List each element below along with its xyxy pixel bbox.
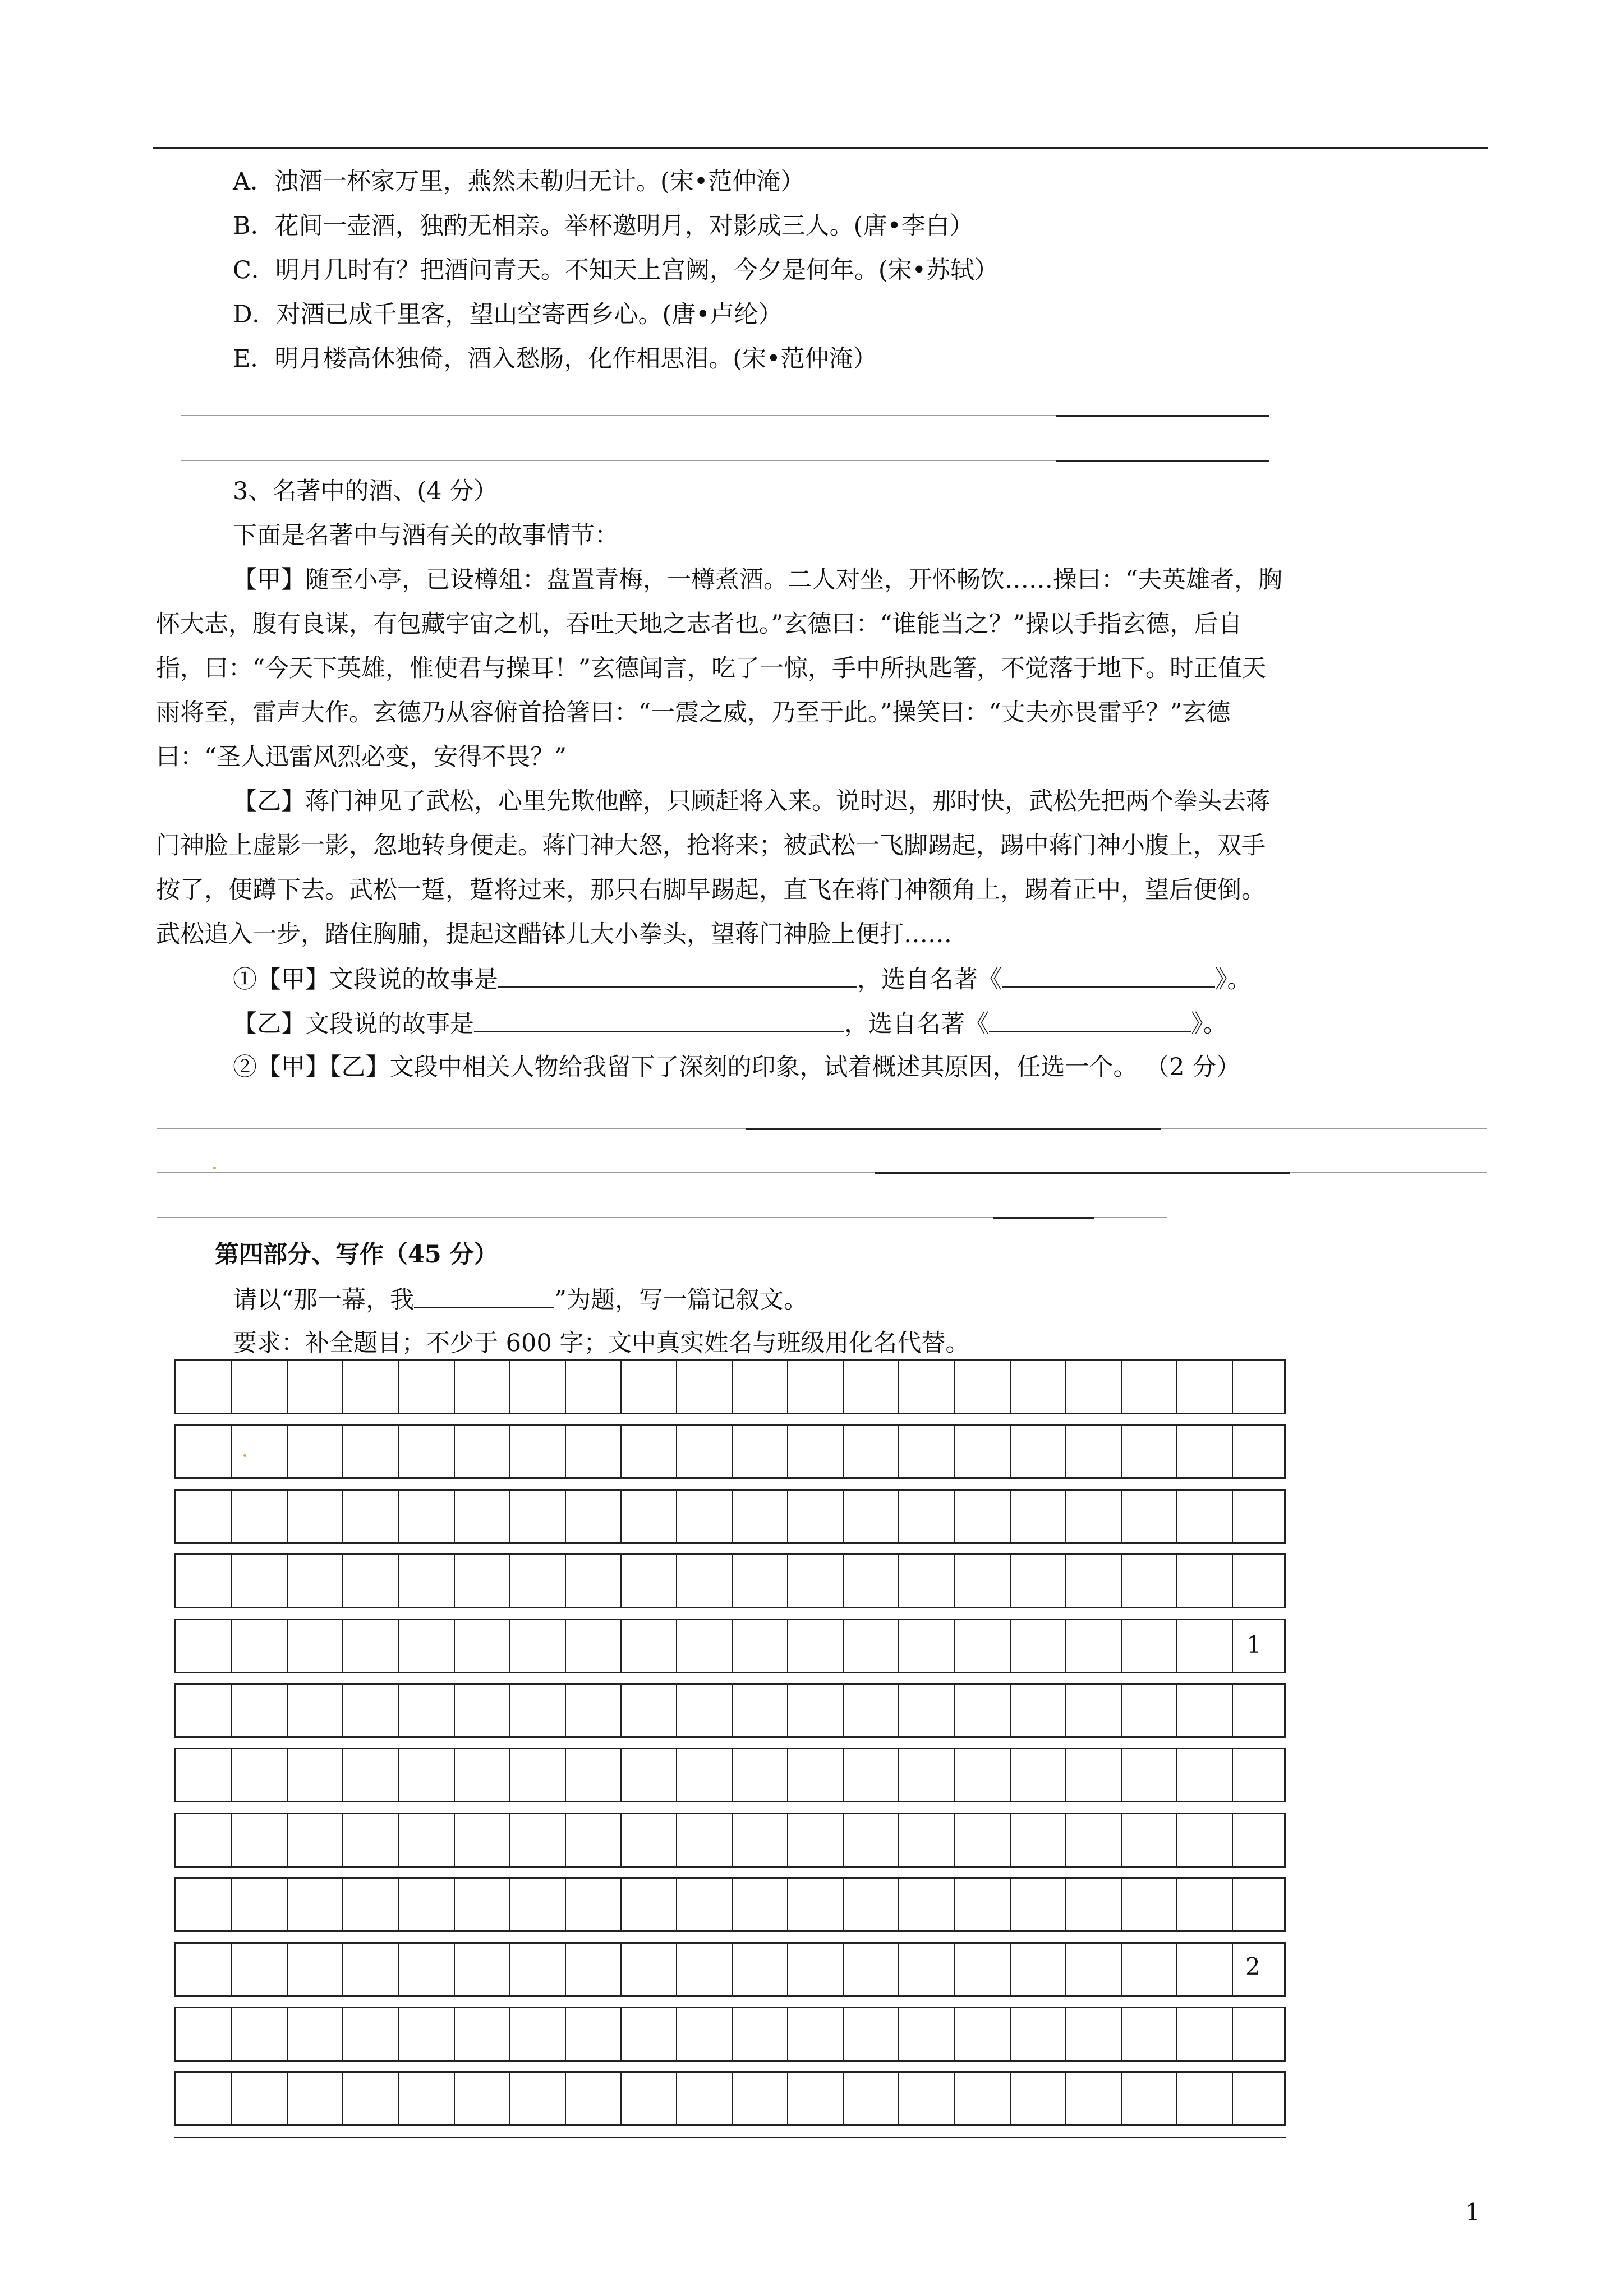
grid-cell-divider	[732, 1814, 733, 1866]
grid-cell-divider	[676, 1361, 677, 1413]
answer-line[interactable]	[181, 415, 1056, 416]
grid-cell-divider	[732, 2073, 733, 2124]
question-1-yi-mid: ，选自名著《	[844, 1010, 989, 1038]
title-blank[interactable]	[414, 1282, 554, 1308]
grid-cell-divider	[1065, 1555, 1066, 1607]
grid-cell-divider	[1176, 1555, 1177, 1607]
grid-cell-divider	[342, 1814, 343, 1866]
grid-cell-divider	[898, 1491, 899, 1542]
passage-jia-line: 雨将至，雷声大作。玄德乃从容俯首拾箸曰：“一震之威，乃至于此。”操笑曰：“丈夫亦畏雷乎？”玄德	[156, 699, 1231, 727]
grid-cell-divider	[676, 2073, 677, 2124]
grid-cell-divider	[1232, 1944, 1233, 1995]
grid-cell-divider	[1010, 1749, 1011, 1801]
grid-cell-divider	[454, 1944, 455, 1995]
grid-cell-divider	[954, 1426, 955, 1477]
grid-cell-divider	[1010, 1491, 1011, 1542]
grid-cell-divider	[898, 1685, 899, 1736]
grid-cell-divider	[676, 1814, 677, 1866]
grid-cell-divider	[843, 1620, 844, 1672]
grid-cell-divider	[287, 1426, 288, 1477]
grid-cell-divider	[1176, 1879, 1177, 1930]
grid-cell-divider	[1176, 1944, 1177, 1995]
grid-cell-divider	[231, 1620, 232, 1672]
grid-cell-divider	[565, 1879, 566, 1930]
grid-cell-divider	[509, 1685, 510, 1736]
grid-cell-divider	[398, 1555, 399, 1607]
grid-cell-divider	[732, 1879, 733, 1930]
grid-cell-divider	[231, 1491, 232, 1542]
grid-cell-divider	[565, 1426, 566, 1477]
grid-cell-divider	[509, 1620, 510, 1672]
grid-cell-divider	[1010, 1620, 1011, 1672]
grid-cell-divider	[954, 1944, 955, 1995]
grid-cell-divider	[454, 1685, 455, 1736]
grid-cell-divider	[231, 1426, 232, 1477]
answer-line[interactable]	[181, 460, 1056, 461]
grid-cell-divider	[287, 1361, 288, 1413]
grid-cell-divider	[342, 1555, 343, 1607]
grid-cell-divider	[398, 1944, 399, 1995]
grid-cell-divider	[342, 2008, 343, 2060]
grid-cell-divider	[1065, 1685, 1066, 1736]
grid-cell-divider	[1121, 1944, 1122, 1995]
passage-yi-line: 门神脸上虚影一影，忽地转身便走。蒋门神大怒，抢将来；被武松一飞脚踢起，踢中蒋门神小腹上，双手	[156, 832, 1266, 860]
grid-cell-divider	[565, 2008, 566, 2060]
grid-cell-divider	[398, 1491, 399, 1542]
book-name-blank-jia[interactable]	[1002, 962, 1215, 988]
grid-cell-divider	[1065, 1879, 1066, 1930]
grid-cell-divider	[787, 1491, 788, 1542]
grid-cell-divider	[398, 1361, 399, 1413]
question-1-jia	[233, 962, 1252, 997]
grid-cell-divider	[676, 2008, 677, 2060]
grid-cell-divider	[1065, 2073, 1066, 2124]
grid-cell-divider	[1232, 1426, 1233, 1477]
grid-cell-divider	[676, 1491, 677, 1542]
grid-cell-divider	[1065, 1491, 1066, 1542]
grid-cell-divider	[231, 1944, 232, 1995]
grid-cell-divider	[787, 1361, 788, 1413]
grid-cell-divider	[287, 1749, 288, 1801]
grid-cell-divider	[1176, 1426, 1177, 1477]
grid-row[interactable]	[174, 1553, 1286, 1608]
grid-cell-divider	[509, 1555, 510, 1607]
grid-cell-divider	[732, 1944, 733, 1995]
grid-cell-divider	[843, 1685, 844, 1736]
passage-jia-line: 【甲】随至小亭，已设樽俎：盘置青梅，一樽煮酒。二人对坐，开怀畅饮……操曰：“夫英雄者，胸	[233, 566, 1282, 594]
grid-cell-divider	[454, 1491, 455, 1542]
grid-cell-divider	[454, 1361, 455, 1413]
grid-cell-divider	[954, 1749, 955, 1801]
grid-cell-divider	[565, 1685, 566, 1736]
grid-cell-divider	[1232, 1814, 1233, 1866]
grid-cell-divider	[565, 1944, 566, 1995]
grid-cell-divider	[787, 2073, 788, 2124]
grid-cell-divider	[454, 2073, 455, 2124]
page-number: 1	[1465, 2198, 1480, 2226]
grid-cell-divider	[1121, 1620, 1122, 1672]
answer-line[interactable]	[1094, 1217, 1167, 1218]
grid-cell-divider	[620, 1944, 622, 1995]
answer-line-segment	[1056, 415, 1269, 417]
grid-cell-divider	[231, 1555, 232, 1607]
grid-cell-divider	[1232, 1685, 1233, 1736]
story-name-blank-yi[interactable]	[474, 1006, 844, 1032]
grid-cell-divider	[787, 1685, 788, 1736]
grid-cell-divider	[1065, 1944, 1066, 1995]
grid-cell-divider	[509, 2008, 510, 2060]
grid-cell-divider	[1232, 1749, 1233, 1801]
header-rule	[153, 147, 1488, 149]
grid-cell-divider	[787, 1944, 788, 1995]
grid-cell-divider	[843, 1491, 844, 1542]
grid-cell-divider	[454, 1620, 455, 1672]
grid-cell-divider	[342, 1944, 343, 1995]
grid-cell-divider	[954, 2073, 955, 2124]
grid-cell-divider	[509, 1426, 510, 1477]
answer-line[interactable]	[157, 1128, 746, 1129]
section-3-intro: 下面是名著中与酒有关的故事情节：	[233, 522, 619, 550]
question-1-yi-prefix: 【乙】文段说的故事是	[233, 1010, 474, 1038]
grid-cell-divider	[1232, 2073, 1233, 2124]
poem-option-e: E．明月楼高休独倚，酒入愁肠，化作相思泪。(宋•范仲淹）	[233, 345, 877, 373]
grid-cell-divider	[732, 1620, 733, 1672]
passage-jia-line: 指，曰：“今天下英雄，惟使君与操耳！”玄德闻言，吃了一惊，手中所执匙箸，不觉落于地下。时正值天	[156, 654, 1266, 683]
grid-cell-divider	[509, 1944, 510, 1995]
grid-cell-divider	[620, 1361, 622, 1413]
grid-cell-divider	[1010, 2008, 1011, 2060]
grid-cell-divider	[1232, 1879, 1233, 1930]
grid-cell-divider	[1010, 2073, 1011, 2124]
grid-cell-divider	[1010, 1685, 1011, 1736]
grid-cell-divider	[676, 1879, 677, 1930]
grid-cell-divider	[398, 1685, 399, 1736]
grid-row-marker-2: 2	[1245, 1953, 1260, 1980]
grid-cell-divider	[898, 1879, 899, 1930]
grid-cell-divider	[1232, 2008, 1233, 2060]
grid-cell-divider	[1121, 1814, 1122, 1866]
grid-row[interactable]	[174, 1748, 1286, 1802]
grid-cell-divider	[898, 1620, 899, 1672]
grid-row[interactable]	[174, 1877, 1286, 1932]
grid-cell-divider	[620, 1491, 622, 1542]
grid-cell-divider	[1232, 1491, 1233, 1542]
grid-cell-divider	[398, 2008, 399, 2060]
grid-cell-divider	[565, 1814, 566, 1866]
grid-cell-divider	[620, 1620, 622, 1672]
grid-cell-divider	[954, 2008, 955, 2060]
grid-cell-divider	[954, 1879, 955, 1930]
ink-speck	[213, 1167, 216, 1169]
question-1-jia-mid: ，选自名著《	[857, 966, 1002, 994]
answer-line-segment	[875, 1172, 1290, 1174]
grid-cell-divider	[1121, 1426, 1122, 1477]
passage-yi-line: 【乙】蒋门神见了武松，心里先欺他醉，只顾赶将入来。说时迟，那时快，武松先把两个拳头去蒋	[233, 787, 1270, 815]
writing-section-title: 第四部分、写作（45 分）	[215, 1241, 498, 1269]
grid-cell-divider	[898, 1426, 899, 1477]
grid-row-marker-1: 1	[1246, 1631, 1262, 1658]
grid-cell-divider	[954, 1491, 955, 1542]
grid-row[interactable]	[174, 1489, 1286, 1544]
grid-cell-divider	[509, 1749, 510, 1801]
grid-cell-divider	[231, 1361, 232, 1413]
grid-cell-divider	[620, 1814, 622, 1866]
question-1-yi	[233, 1006, 1227, 1041]
grid-cell-divider	[342, 1879, 343, 1930]
grid-cell-divider	[1232, 1361, 1233, 1413]
grid-cell-divider	[954, 1685, 955, 1736]
answer-line-segment	[1056, 460, 1269, 462]
grid-cell-divider	[454, 1426, 455, 1477]
grid-cell-divider	[843, 1749, 844, 1801]
grid-cell-divider	[398, 1749, 399, 1801]
grid-cell-divider	[954, 1620, 955, 1672]
grid-cell-divider	[620, 1685, 622, 1736]
grid-cell-divider	[1121, 1491, 1122, 1542]
passage-yi-line: 武松追入一步，踏住胸脯，提起这醋钵儿大小拳头，望蒋门神脸上便打……	[156, 920, 952, 948]
grid-cell-divider	[620, 1555, 622, 1607]
grid-cell-divider	[565, 1620, 566, 1672]
grid-row[interactable]	[174, 2071, 1286, 2126]
grid-cell-divider	[1121, 1361, 1122, 1413]
grid-cell-divider	[1121, 1555, 1122, 1607]
grid-cell-divider	[898, 1361, 899, 1413]
grid-row[interactable]	[174, 1813, 1286, 1868]
grid-cell-divider	[898, 2073, 899, 2124]
grid-cell-divider	[954, 1555, 955, 1607]
grid-cell-divider	[787, 1749, 788, 1801]
grid-cell-divider	[843, 1426, 844, 1477]
question-1-jia-suffix: 》。	[1215, 966, 1252, 994]
grid-cell-divider	[1010, 1879, 1011, 1930]
grid-cell-divider	[565, 2073, 566, 2124]
grid-cell-divider	[1121, 2073, 1122, 2124]
answer-line[interactable]	[157, 1172, 875, 1173]
grid-cell-divider	[676, 1685, 677, 1736]
question-2: ②【甲】【乙】文段中相关人物给我留下了深刻的印象，试着概述其原因，任选一个。 （2 分）	[233, 1053, 1241, 1081]
grid-cell-divider	[676, 1944, 677, 1995]
grid-cell-divider	[1232, 1555, 1233, 1607]
grid-cell-divider	[287, 1620, 288, 1672]
grid-cell-divider	[732, 1555, 733, 1607]
grid-cell-divider	[1010, 1426, 1011, 1477]
poem-option-b: B．花间一壶酒，独酌无相亲。举杯邀明月，对影成三人。(唐•李白）	[233, 212, 974, 240]
grid-cell-divider	[620, 2073, 622, 2124]
grid-cell-divider	[287, 1944, 288, 1995]
writing-prompt	[233, 1282, 808, 1317]
grid-cell-divider	[287, 2073, 288, 2124]
passage-yi-line: 按了，便蹲下去。武松一踅，踅将过来，那只右脚早踢起，直飞在蒋门神额角上，踢着正中，望后便倒。	[156, 876, 1266, 904]
grid-cell-divider	[454, 1555, 455, 1607]
grid-cell-divider	[287, 1555, 288, 1607]
grid-cell-divider	[342, 1491, 343, 1542]
grid-cell-divider	[843, 2073, 844, 2124]
poem-option-c: C．明月几时有？把酒问青天。不知天上宫阙，今夕是何年。(宋•苏轼）	[233, 256, 999, 284]
grid-cell-divider	[231, 1749, 232, 1801]
grid-cell-divider	[342, 1685, 343, 1736]
grid-cell-divider	[509, 1491, 510, 1542]
writing-requirement: 要求：补全题目；不少于 600 字；文中真实姓名与班级用化名代替。	[233, 1329, 970, 1357]
grid-cell-divider	[1121, 1685, 1122, 1736]
grid-cell-divider	[898, 1555, 899, 1607]
grid-row[interactable]	[174, 1359, 1286, 1414]
grid-cell-divider	[287, 1491, 288, 1542]
grid-bottom-rule	[174, 2137, 1286, 2138]
grid-cell-divider	[732, 1491, 733, 1542]
grid-cell-divider	[565, 1361, 566, 1413]
grid-cell-divider	[787, 1814, 788, 1866]
grid-cell-divider	[843, 1361, 844, 1413]
grid-cell-divider	[732, 1749, 733, 1801]
grid-cell-divider	[565, 1749, 566, 1801]
grid-cell-divider	[1065, 1814, 1066, 1866]
grid-cell-divider	[231, 2073, 232, 2124]
poem-option-a: A．浊酒一杯家万里，燕然未勒归无计。(宋•范仲淹）	[233, 168, 805, 196]
grid-cell-divider	[787, 1620, 788, 1672]
grid-cell-divider	[1121, 1879, 1122, 1930]
grid-cell-divider	[454, 2008, 455, 2060]
grid-cell-divider	[231, 2008, 232, 2060]
grid-row[interactable]	[174, 1619, 1286, 1673]
grid-cell-divider	[843, 1944, 844, 1995]
grid-cell-divider	[1176, 1620, 1177, 1672]
grid-cell-divider	[1065, 1426, 1066, 1477]
grid-cell-divider	[620, 1426, 622, 1477]
grid-row[interactable]	[174, 1424, 1286, 1479]
grid-cell-divider	[1010, 1361, 1011, 1413]
grid-cell-divider	[231, 1685, 232, 1736]
grid-row[interactable]	[174, 2007, 1286, 2062]
grid-cell-divider	[454, 1749, 455, 1801]
grid-cell-divider	[1176, 1361, 1177, 1413]
grid-cell-divider	[231, 1879, 232, 1930]
story-name-blank-jia[interactable]	[498, 962, 857, 988]
grid-cell-divider	[954, 1361, 955, 1413]
grid-cell-divider	[787, 1555, 788, 1607]
grid-cell-divider	[1176, 1491, 1177, 1542]
grid-cell-divider	[454, 1879, 455, 1930]
grid-cell-divider	[620, 1749, 622, 1801]
grid-cell-divider	[1176, 2008, 1177, 2060]
grid-cell-divider	[1010, 1814, 1011, 1866]
grid-cell-divider	[843, 1814, 844, 1866]
grid-cell-divider	[231, 1814, 232, 1866]
grid-cell-divider	[732, 1685, 733, 1736]
passage-jia-line: 曰：“圣人迅雷风烈必变，安得不畏？”	[156, 743, 567, 771]
grid-cell-divider	[342, 1620, 343, 1672]
grid-cell-divider	[620, 1879, 622, 1930]
grid-cell-divider	[342, 1426, 343, 1477]
book-name-blank-yi[interactable]	[989, 1006, 1191, 1032]
grid-cell-divider	[509, 1879, 510, 1930]
grid-cell-divider	[676, 1426, 677, 1477]
grid-cell-divider	[287, 1879, 288, 1930]
passage-jia-line: 怀大志，腹有良谋，有包藏宇宙之机，吞吐天地之志者也。”玄德曰：“谁能当之？”操以手指玄德，后自	[156, 610, 1243, 638]
grid-cell-divider	[398, 1426, 399, 1477]
grid-cell-divider	[509, 2073, 510, 2124]
grid-cell-divider	[1065, 1620, 1066, 1672]
grid-cell-divider	[342, 1749, 343, 1801]
grid-cell-divider	[342, 1361, 343, 1413]
answer-line[interactable]	[157, 1217, 993, 1218]
grid-cell-divider	[787, 2008, 788, 2060]
grid-cell-divider	[843, 1879, 844, 1930]
grid-cell-divider	[620, 2008, 622, 2060]
grid-cell-divider	[398, 1879, 399, 1930]
grid-cell-divider	[342, 2073, 343, 2124]
grid-row[interactable]	[174, 1683, 1286, 1738]
grid-cell-divider	[954, 1814, 955, 1866]
grid-cell-divider	[1176, 2073, 1177, 2124]
grid-cell-divider	[287, 1685, 288, 1736]
grid-cell-divider	[287, 1814, 288, 1866]
grid-cell-divider	[1065, 1749, 1066, 1801]
grid-cell-divider	[676, 1620, 677, 1672]
grid-cell-divider	[898, 2008, 899, 2060]
grid-row[interactable]	[174, 1942, 1286, 1997]
grid-cell-divider	[565, 1491, 566, 1542]
grid-cell-divider	[732, 1361, 733, 1413]
grid-cell-divider	[1121, 1749, 1122, 1801]
grid-cell-divider	[565, 1555, 566, 1607]
grid-cell-divider	[676, 1749, 677, 1801]
grid-cell-divider	[1121, 2008, 1122, 2060]
question-1-yi-suffix: 》。	[1191, 1010, 1227, 1038]
grid-cell-divider	[898, 1814, 899, 1866]
answer-line[interactable]	[1290, 1172, 1487, 1173]
grid-cell-divider	[676, 1555, 677, 1607]
grid-cell-divider	[898, 1944, 899, 1995]
writing-prompt-suffix: ”为题，写一篇记叙文。	[554, 1286, 808, 1314]
writing-prompt-prefix: 请以“那一幕，我	[233, 1286, 414, 1314]
grid-cell-divider	[398, 1620, 399, 1672]
grid-cell-divider	[509, 1814, 510, 1866]
grid-cell-divider	[1176, 1749, 1177, 1801]
grid-cell-divider	[732, 1426, 733, 1477]
grid-cell-divider	[1232, 1620, 1233, 1672]
grid-cell-divider	[732, 2008, 733, 2060]
section-3-title: 3、名著中的酒、(4 分）	[233, 477, 498, 505]
ink-speck	[243, 1454, 246, 1457]
question-1-jia-prefix: ①【甲】文段说的故事是	[233, 966, 498, 994]
answer-line[interactable]	[1161, 1128, 1487, 1129]
grid-cell-divider	[1176, 1814, 1177, 1866]
grid-cell-divider	[898, 1749, 899, 1801]
grid-cell-divider	[454, 1814, 455, 1866]
grid-cell-divider	[1010, 1944, 1011, 1995]
grid-cell-divider	[1176, 1685, 1177, 1736]
grid-cell-divider	[843, 1555, 844, 1607]
grid-cell-divider	[843, 2008, 844, 2060]
grid-cell-divider	[1010, 1555, 1011, 1607]
grid-cell-divider	[787, 1426, 788, 1477]
poem-option-d: D．对酒已成千里客，望山空寄西乡心。(唐•卢纶）	[233, 301, 783, 329]
answer-line-segment	[993, 1217, 1094, 1219]
grid-cell-divider	[398, 2073, 399, 2124]
grid-cell-divider	[287, 2008, 288, 2060]
grid-cell-divider	[1065, 1361, 1066, 1413]
grid-cell-divider	[509, 1361, 510, 1413]
answer-line-segment	[746, 1128, 1161, 1130]
grid-cell-divider	[787, 1879, 788, 1930]
grid-cell-divider	[398, 1814, 399, 1866]
grid-cell-divider	[1065, 2008, 1066, 2060]
